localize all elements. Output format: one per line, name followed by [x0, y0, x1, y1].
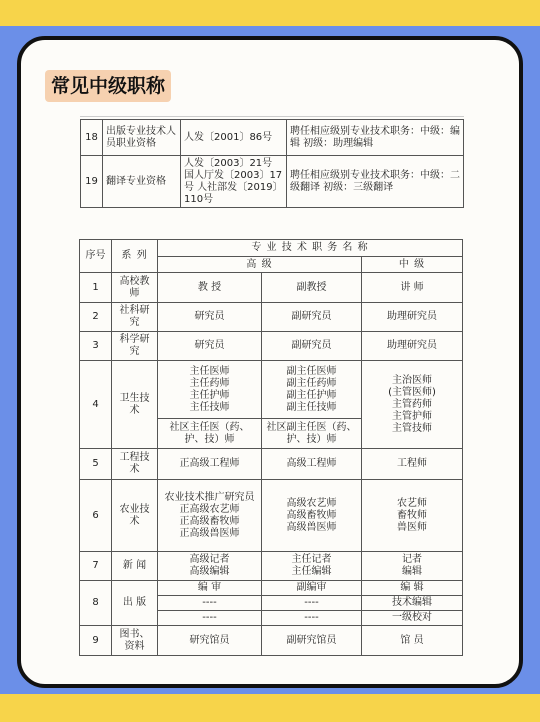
table-row: [80, 273, 463, 303]
cell-no: 6: [80, 480, 112, 552]
cell-senior: 高级记者 高级编辑: [158, 552, 262, 581]
cell-series: 社科研究: [112, 303, 158, 332]
cell-no: 19: [81, 156, 103, 208]
cell-senior: 正高级工程师: [158, 449, 262, 480]
cell-series: 出版专业技术人员职业资格: [103, 120, 181, 156]
table-row: [80, 626, 463, 656]
cell-no: 4: [80, 361, 112, 449]
title-table: [79, 239, 463, 656]
header-series: 系 列: [112, 240, 158, 273]
cell-series: 翻译专业资格: [103, 156, 181, 208]
header-high: 高 级: [158, 257, 362, 273]
cell-associate: 副研究员: [262, 332, 362, 361]
cell-senior-community: 社区主任医（药、护、技）师: [158, 419, 262, 449]
cell-senior: 教 授: [158, 273, 262, 303]
cell-no: 18: [81, 120, 103, 156]
table-row: [80, 449, 463, 480]
divider: [80, 116, 464, 117]
header-mid: 中 级: [362, 257, 463, 273]
cell-associate: 高级农艺师 高级畜牧师 高级兽医师: [262, 480, 362, 552]
cell-intermediate: 记者 编辑: [362, 552, 463, 581]
cell-associate: ----: [262, 596, 362, 611]
cell-senior: ----: [158, 596, 262, 611]
cell-doc: 人发〔2003〕21号 国人厅发〔2003〕17号 人社部发〔2019〕110号: [181, 156, 287, 208]
bottom-yellow-band: [0, 694, 540, 722]
cell-series: 卫生技术: [112, 361, 158, 449]
table-row: [80, 480, 463, 552]
cell-series: 工程技术: [112, 449, 158, 480]
table-row: [80, 332, 463, 361]
top-yellow-band: [0, 0, 540, 26]
table-row: [81, 120, 464, 156]
cell-associate: 副编审: [262, 581, 362, 596]
cell-intermediate: 助理研究员: [362, 303, 463, 332]
table-row: [80, 581, 463, 596]
cell-senior: 研究员: [158, 303, 262, 332]
cell-doc: 人发〔2001〕86号: [181, 120, 287, 156]
cell-senior: 主任医师 主任药师 主任护师 主任技师: [158, 361, 262, 419]
cell-associate: 主任记者 主任编辑: [262, 552, 362, 581]
header-group: 专 业 技 术 职 务 名 称: [158, 240, 463, 257]
cell-intermediate: 馆 员: [362, 626, 463, 656]
header-no: 序号: [80, 240, 112, 273]
header-row: [80, 240, 463, 257]
table-row: [81, 156, 464, 208]
cell-series: 农业技术: [112, 480, 158, 552]
cell-intermediate: 技术编辑: [362, 596, 463, 611]
page-title: 常见中级职称: [45, 70, 171, 102]
cell-intermediate: 一级校对: [362, 611, 463, 626]
cell-series: 科学研究: [112, 332, 158, 361]
cell-series: 高校教师: [112, 273, 158, 303]
cell-intermediate: 主治医师 (主管医师) 主管药师 主管护师 主管技师: [362, 361, 463, 449]
cell-no: 3: [80, 332, 112, 361]
cell-no: 7: [80, 552, 112, 581]
cell-intermediate: 编 辑: [362, 581, 463, 596]
cell-associate: 副主任医师 副主任药师 副主任护师 副主任技师: [262, 361, 362, 419]
cell-no: 5: [80, 449, 112, 480]
cell-intermediate: 工程师: [362, 449, 463, 480]
table-row: [80, 552, 463, 581]
cell-no: 1: [80, 273, 112, 303]
cell-no: 9: [80, 626, 112, 656]
content-card: [17, 36, 523, 688]
cell-associate: 高级工程师: [262, 449, 362, 480]
cell-duty: 聘任相应级别专业技术职务：中级：二级翻译 初级：三级翻译: [287, 156, 464, 208]
cell-intermediate: 讲 师: [362, 273, 463, 303]
table-row: [80, 303, 463, 332]
table-row: [80, 361, 463, 419]
top-table: [80, 119, 464, 208]
cell-intermediate: 农艺师 畜牧师 兽医师: [362, 480, 463, 552]
cell-associate: 副教授: [262, 273, 362, 303]
cell-senior: 研究馆员: [158, 626, 262, 656]
cell-series: 新 闻: [112, 552, 158, 581]
cell-intermediate: 助理研究员: [362, 332, 463, 361]
cell-associate: ----: [262, 611, 362, 626]
cell-no: 2: [80, 303, 112, 332]
cell-no: 8: [80, 581, 112, 626]
cell-senior: 农业技术推广研究员 正高级农艺师 正高级畜牧师 正高级兽医师: [158, 480, 262, 552]
cell-senior: ----: [158, 611, 262, 626]
cell-senior: 编 审: [158, 581, 262, 596]
cell-duty: 聘任相应级别专业技术职务：中级：编辑 初级：助理编辑: [287, 120, 464, 156]
cell-series: 出 版: [112, 581, 158, 626]
cell-series: 图书、资料: [112, 626, 158, 656]
cell-associate-community: 社区副主任医（药、护、技）师: [262, 419, 362, 449]
cell-associate: 副研究馆员: [262, 626, 362, 656]
cell-associate: 副研究员: [262, 303, 362, 332]
cell-senior: 研究员: [158, 332, 262, 361]
